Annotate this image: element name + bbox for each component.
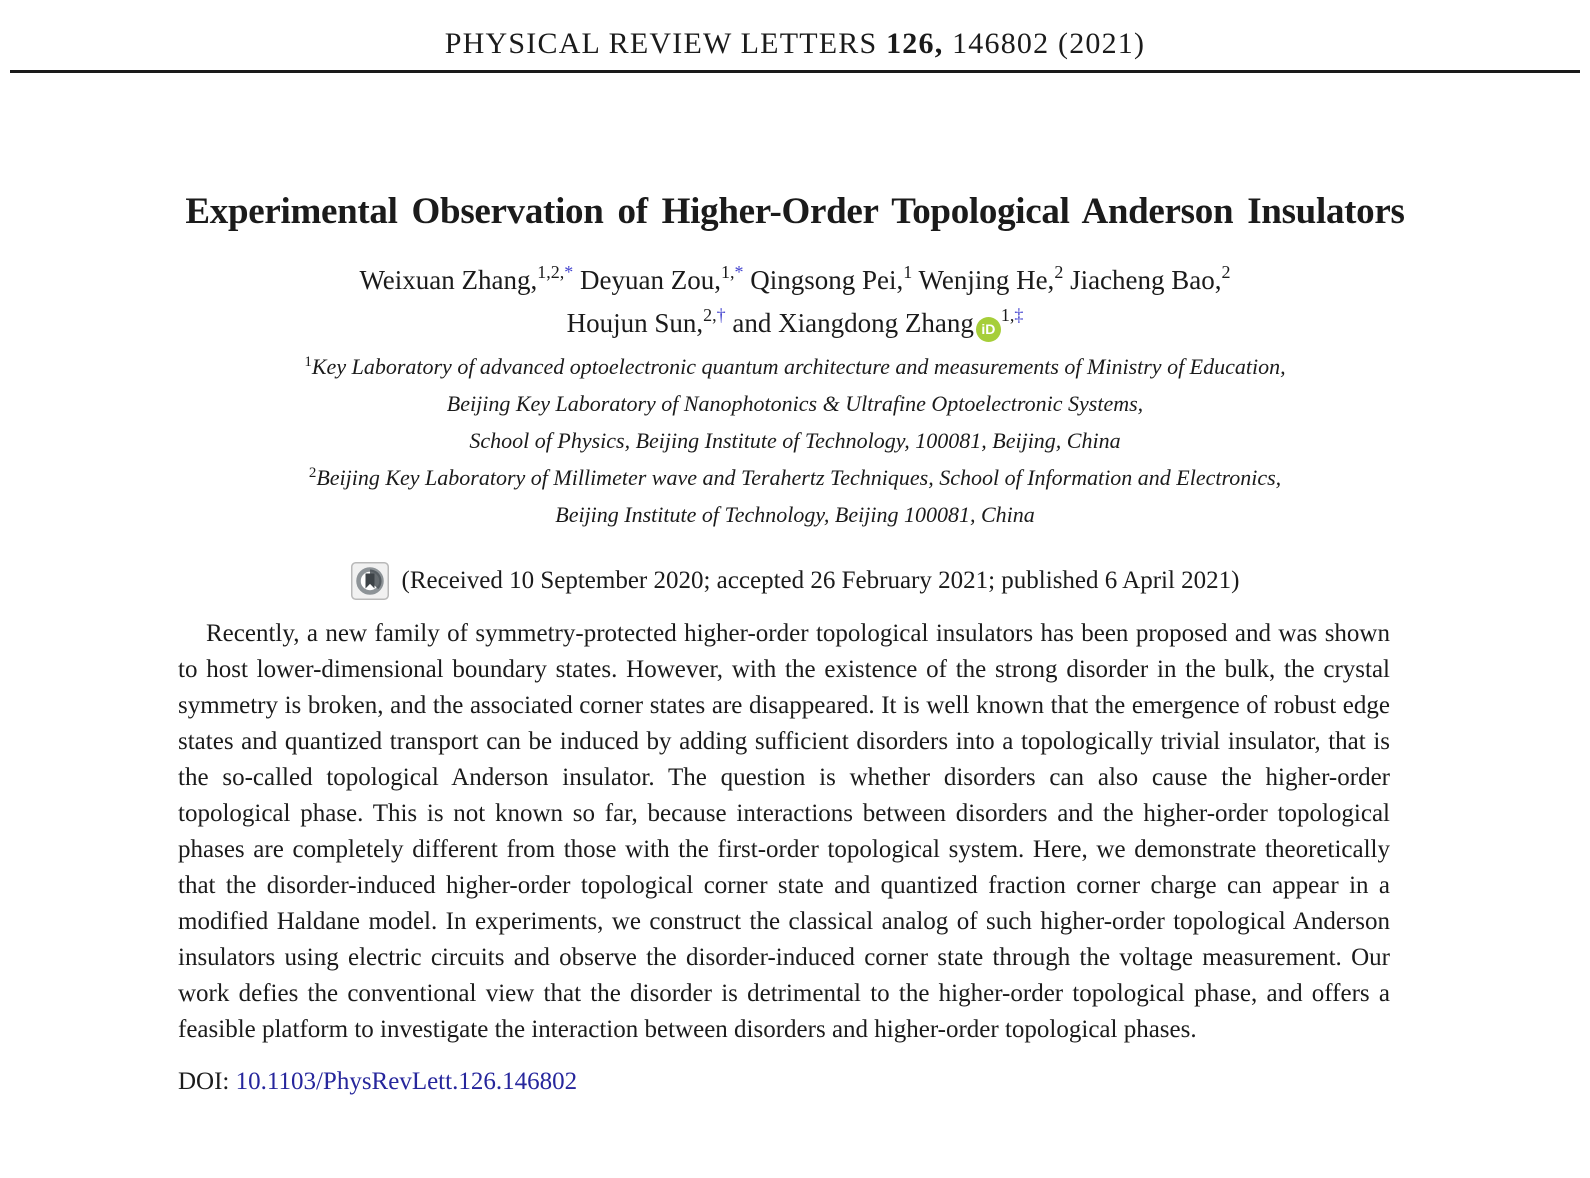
author-affil-marker: 2: [1054, 262, 1064, 282]
affiliation-line: Beijing Key Laboratory of Nanophotonics & Ultrafine Optoelectronic Systems,: [446, 391, 1144, 416]
doi-link[interactable]: 10.1103/PhysRevLett.126.146802: [235, 1068, 578, 1095]
affiliation-line: School of Physics, Beijing Institute of Technology, 100081, Beijing, China: [469, 428, 1121, 453]
affiliation-line: Beijing Institute of Technology, Beijing 100081, China: [555, 502, 1035, 527]
author: and Xiangdong Zhang $iD^{1,\ddagger}$: [732, 308, 1023, 338]
journal-volume: 126,: [886, 27, 944, 60]
journal-header: [0, 0, 1590, 61]
journal-article-number: 146802 (2021): [952, 27, 1146, 60]
author: Weixuan Zhang,$^{1,2,*}$: [359, 262, 574, 295]
author-affil-marker: 1,2,*: [537, 262, 574, 282]
doi-line: [178, 1068, 1590, 1096]
paper-title: Experimental Observation of Higher-Order Topological Anderson Insulators: [185, 191, 1405, 232]
doi-label: DOI:: [178, 1068, 230, 1095]
orcid-icon[interactable]: iD: [976, 317, 1001, 342]
crossmark-badge-icon[interactable]: [351, 562, 389, 600]
author-affil-marker: 2,†: [703, 305, 726, 325]
author-row-1: [0, 260, 1590, 303]
author-affil-marker: 2: [1221, 262, 1231, 282]
header-rule: [10, 70, 1580, 73]
author: Qingsong Pei,$^1$: [750, 262, 913, 295]
author-row-2: [0, 303, 1590, 346]
affiliation-line: $^1$Key Laboratory of advanced optoelectronic quantum architecture and measurements of Ministry of Education,: [304, 354, 1286, 379]
journal-name: PHYSICAL REVIEW LETTERS: [444, 27, 878, 60]
author: Deyuan Zou,$^{1,*}$: [580, 262, 744, 295]
publication-history-row: [0, 562, 1590, 600]
author: Jiacheng Bao,$^2$: [1070, 262, 1231, 295]
author-affil-marker: 1,*: [720, 262, 744, 282]
publication-history: (Received 10 September 2020; accepted 26 February 2021; published 6 April 2021): [401, 567, 1240, 594]
author-affil-marker: 1: [903, 262, 913, 282]
author: Wenjing He,$^2$: [918, 262, 1064, 295]
abstract-text: Recently, a new family of symmetry-protected higher-order topological insulators has been proposed and was shown to host lower-dimensional boundary states. However, with the existence of the strong disorder in the bulk, the crystal symmetry is broken, and the associated corner states are disappeared. It is well known that the emergence of robust edge states and quantized transport can be induced by adding sufficient disorders into a topologically trivial insulator, that is the so-called topological Anderson insulator. The question is whether disorders can also cause the higher-order topological phase. This is not known so far, because interactions between disorders and the higher-order topological phases are completely different from those with the first-order topological system. Here, we demonstrate theoretically that the disorder-induced higher-order topological corner state and quantized fraction corner charge can appear in a modified Haldane model. In experiments, we construct the classical analog of such higher-order topological Anderson insulators using electric circuits and observe the disorder-induced corner state through the voltage measurement. Our work defies the conventional view that the disorder is detrimental to the higher-order topological phase, and offers a feasible platform to investigate the interaction between disorders and higher-order topological phases.: [178, 620, 1390, 1043]
author-list: [0, 260, 1590, 346]
affiliation-line: $^2$Beijing Key Laboratory of Millimeter wave and Terahertz Techniques, School of Information and Electronics,: [308, 465, 1282, 490]
author-affil-marker: 1,‡: [1000, 305, 1024, 325]
author: Houjun Sun,$^{2,\dagger}$: [566, 305, 726, 338]
affiliations: [0, 350, 1590, 535]
